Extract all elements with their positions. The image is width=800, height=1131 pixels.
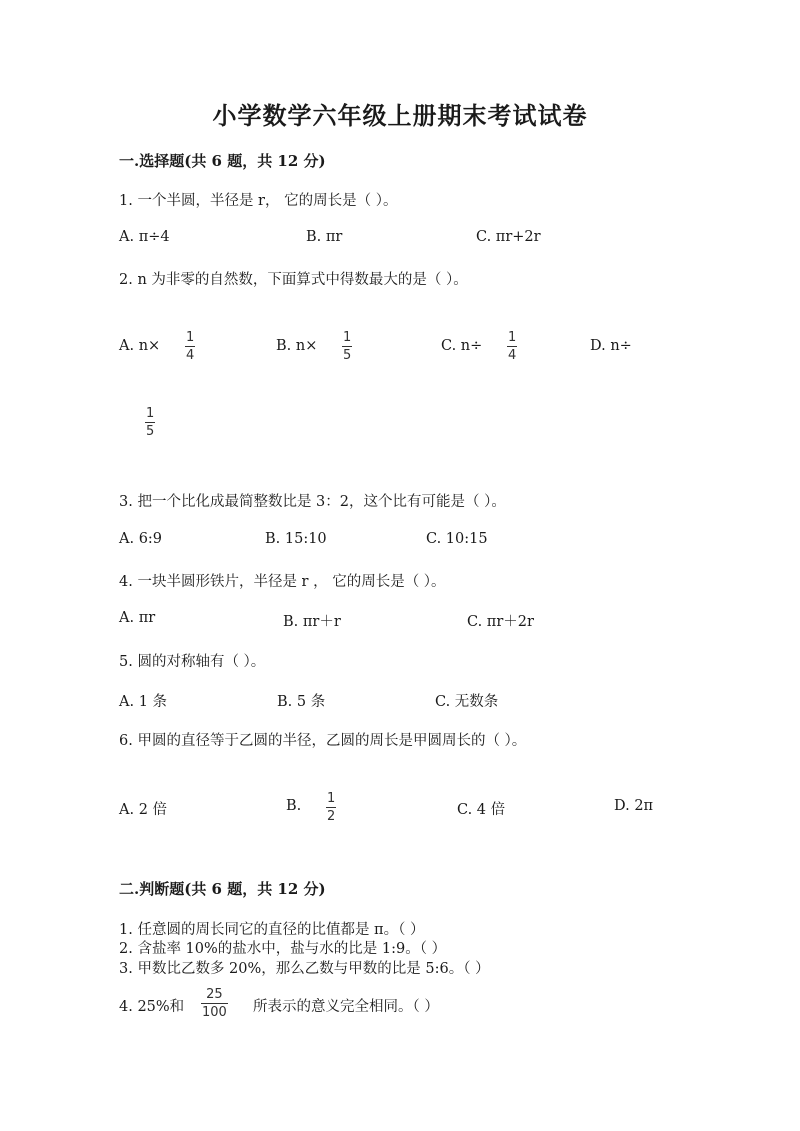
question-5-option-c: C. 无数条	[435, 694, 499, 710]
question-3-option-c: C. 10:15	[426, 531, 488, 547]
question-6-stem: 6. 甲圆的直径等于乙圆的半径，乙圆的周长是甲圆周长的（ ）。	[119, 733, 527, 749]
question-5-option-a: A. 1 条	[119, 694, 168, 710]
fraction-bar	[145, 422, 155, 423]
judgment-item-1: 1. 任意圆的周长同它的直径的比值都是 π。（ ）	[119, 922, 425, 938]
page-title: 小学数学六年级上册期末考试试卷	[212, 101, 588, 130]
fraction-bar	[507, 346, 517, 347]
question-2-option-d: D. n÷	[590, 338, 632, 354]
fraction-denominator: 2	[327, 809, 336, 824]
question-2-option-a-fraction	[185, 330, 195, 363]
fraction-denominator: 4	[186, 348, 195, 363]
question-6-option-d: D. 2π	[614, 798, 654, 814]
question-2-option-c-fraction	[507, 330, 517, 363]
question-6-option-b-fraction	[326, 791, 336, 824]
question-1-option-c: C. πr+2r	[476, 229, 541, 245]
section-heading-judgment: 二.判断题(共 6 题，共 12 分)	[119, 880, 326, 898]
fraction-numerator: 1	[508, 330, 517, 345]
question-6-option-a: A. 2 倍	[119, 802, 168, 818]
question-6-option-b: B.	[286, 798, 302, 814]
fraction-denominator: 4	[508, 348, 517, 363]
fraction-denominator: 5	[343, 348, 352, 363]
section-heading-choice: 一.选择题(共 6 题，共 12 分)	[119, 152, 326, 170]
fraction-denominator: 100	[202, 1005, 227, 1020]
judgment-item-2: 2. 含盐率 10%的盐水中，盐与水的比是 1:9。（ ）	[119, 941, 447, 957]
question-2-option-a: A. n×	[119, 338, 161, 354]
fraction-denominator: 5	[146, 424, 155, 439]
question-5-option-b: B. 5 条	[277, 694, 326, 710]
question-2-option-b-fraction	[342, 330, 352, 363]
question-4-stem: 4. 一块半圆形铁片，半径是 r ， 它的周长是（ ）。	[119, 574, 446, 590]
judgment-item-4-fraction	[201, 987, 228, 1020]
question-1-option-b: B. πr	[306, 229, 343, 245]
question-2-option-d-fraction	[145, 406, 155, 439]
fraction-numerator: 1	[327, 791, 336, 806]
judgment-item-4-prefix: 4. 25%和	[119, 999, 185, 1015]
question-4-option-c: C. πr＋2r	[467, 614, 534, 630]
question-5-stem: 5. 圆的对称轴有（ ）。	[119, 654, 266, 670]
question-2-option-b: B. n×	[276, 338, 318, 354]
question-3-option-b: B. 15:10	[265, 531, 327, 547]
judgment-item-3: 3. 甲数比乙数多 20%，那么乙数与甲数的比是 5:6。（ ）	[119, 961, 490, 977]
fraction-bar	[201, 1003, 228, 1004]
question-2-option-c: C. n÷	[441, 338, 483, 354]
question-4-option-b: B. πr＋r	[283, 614, 341, 630]
question-1-option-a: A. π÷4	[119, 229, 170, 245]
fraction-numerator: 25	[206, 987, 223, 1002]
question-2-stem: 2. n 为非零的自然数，下面算式中得数最大的是（ ）。	[119, 272, 468, 288]
fraction-numerator: 1	[186, 330, 195, 345]
fraction-numerator: 1	[146, 406, 155, 421]
question-4-option-a: A. πr	[119, 610, 156, 626]
question-1-stem: 1. 一个半圆，半径是 r， 它的周长是（ ）。	[119, 193, 398, 209]
question-3-stem: 3. 把一个比化成最简整数比是 3：2，这个比有可能是（ ）。	[119, 494, 506, 510]
fraction-bar	[342, 346, 352, 347]
judgment-item-4-suffix: 所表示的意义完全相同。（ ）	[253, 999, 439, 1015]
fraction-numerator: 1	[343, 330, 352, 345]
fraction-bar	[185, 346, 195, 347]
question-6-option-c: C. 4 倍	[457, 802, 506, 818]
fraction-bar	[326, 807, 336, 808]
question-3-option-a: A. 6:9	[119, 531, 163, 547]
